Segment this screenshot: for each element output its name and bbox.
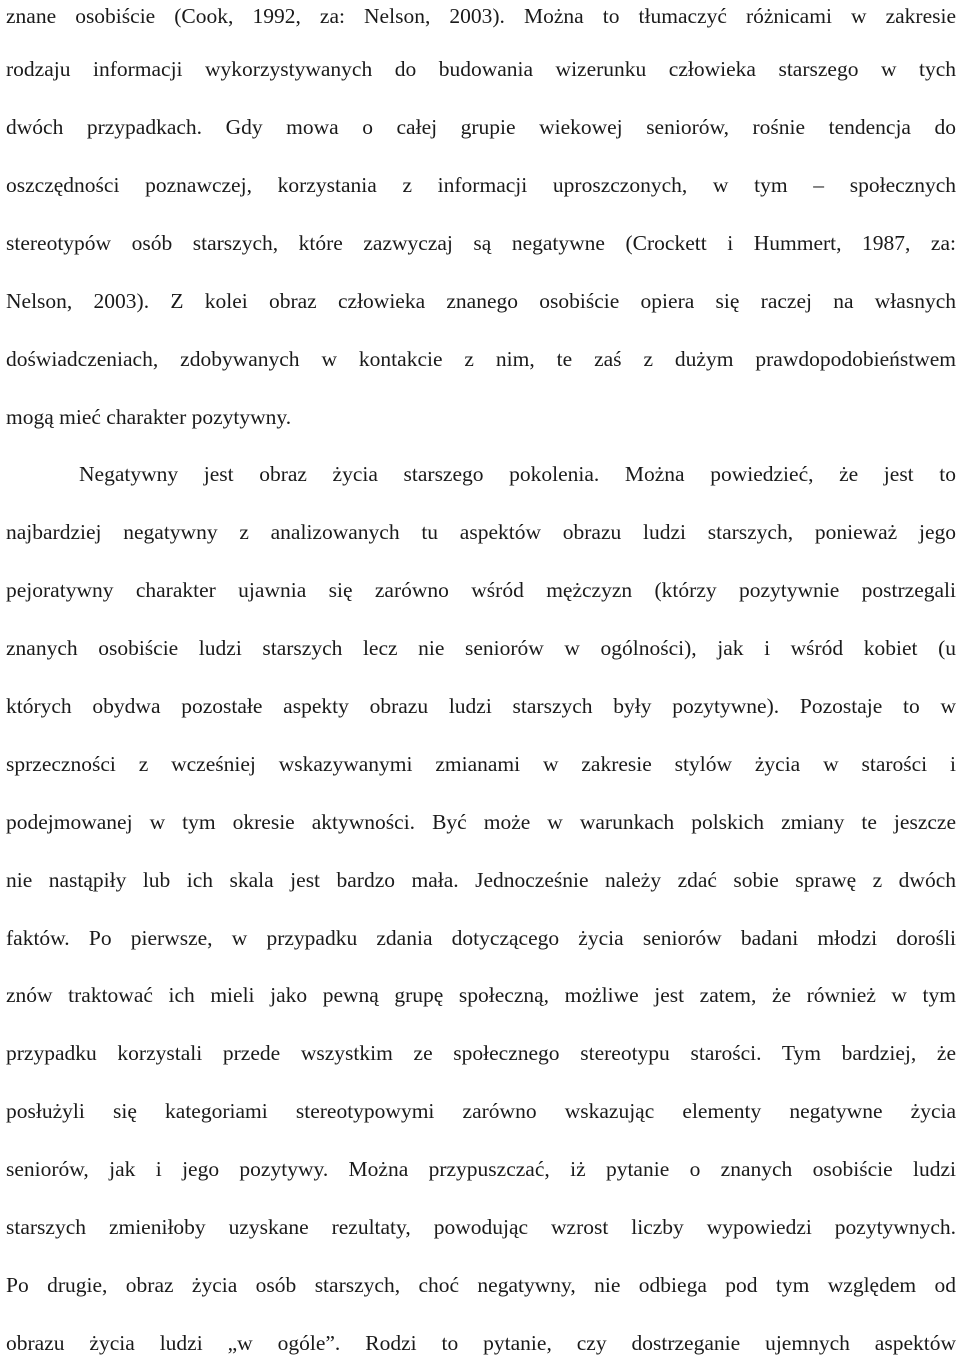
text-line-23: Po drugie, obraz życia osób starszych, choć negatywny, nie odbiega pod tym względem od xyxy=(6,1273,956,1297)
text-line-14: sprzeczności z wcześniej wskazywanymi zmianami w zakresie stylów życia w starości i xyxy=(6,752,956,776)
text-line-3: dwóch przypadkach. Gdy mowa o całej grupie wiekowej seniorów, rośnie tendencja do xyxy=(6,115,956,139)
text-line-13: których obydwa pozostałe aspekty obrazu ludzi starszych były pozytywne). Pozostaje to w xyxy=(6,694,956,718)
text-line-7: doświadczeniach, zdobywanych w kontakcie z nim, te zaś z dużym prawdopodobieństwem xyxy=(6,347,956,371)
text-line-11: pejoratywny charakter ujawnia się zarówno wśród mężczyzn (którzy pozytywnie postrzegali xyxy=(6,578,956,602)
text-line-8: mogą mieć charakter pozytywny. xyxy=(6,405,292,429)
text-line-18: znów traktować ich mieli jako pewną grupę społeczną, możliwe jest zatem, że również w tym xyxy=(6,983,956,1007)
text-line-19: przypadku korzystali przede wszystkim ze społecznego stereotypu starości. Tym bardziej, że xyxy=(6,1041,956,1065)
text-line-5: stereotypów osób starszych, które zazwyczaj są negatywne (Crockett i Hummert, 1987, za: xyxy=(6,231,956,255)
text-line-17: faktów. Po pierwsze, w przypadku zdania dotyczącego życia seniorów badani młodzi dorośli xyxy=(6,926,956,950)
text-line-12: znanych osobiście ludzi starszych lecz nie seniorów w ogólności), jak i wśród kobiet (u xyxy=(6,636,956,660)
text-line-24: obrazu życia ludzi „w ogóle”. Rodzi to pytanie, czy dostrzeganie ujemnych aspektów xyxy=(6,1331,956,1355)
text-line-9: Negatywny jest obraz życia starszego pokolenia. Można powiedzieć, że jest to xyxy=(79,462,956,486)
text-line-15: podejmowanej w tym okresie aktywności. Być może w warunkach polskich zmiany te jeszcze xyxy=(6,810,956,834)
text-line-10: najbardziej negatywny z analizowanych tu aspektów obrazu ludzi starszych, ponieważ jego xyxy=(6,520,956,544)
text-line-2: rodzaju informacji wykorzystywanych do budowania wizerunku człowieka starszego w tych xyxy=(6,57,956,81)
text-line-20: posłużyli się kategoriami stereotypowymi zarówno wskazując elementy negatywne życia xyxy=(6,1099,956,1123)
text-line-22: starszych zmieniłoby uzyskane rezultaty, powodując wzrost liczby wypowiedzi pozytywnych. xyxy=(6,1215,956,1239)
text-line-1: znane osobiście (Cook, 1992, za: Nelson, 2003). Można to tłumaczyć różnicami w zakresie xyxy=(6,4,956,28)
text-line-4: oszczędności poznawczej, korzystania z informacji uproszczonych, w tym – społecznych xyxy=(6,173,956,197)
text-line-16: nie nastąpiły lub ich skala jest bardzo mała. Jednocześnie należy zdać sobie sprawę z dwóch xyxy=(6,868,956,892)
text-line-21: seniorów, jak i jego pozytywy. Można przypuszczać, iż pytanie o znanych osobiście ludzi xyxy=(6,1157,956,1181)
text-line-6: Nelson, 2003). Z kolei obraz człowieka znanego osobiście opiera się raczej na własnych xyxy=(6,289,956,313)
